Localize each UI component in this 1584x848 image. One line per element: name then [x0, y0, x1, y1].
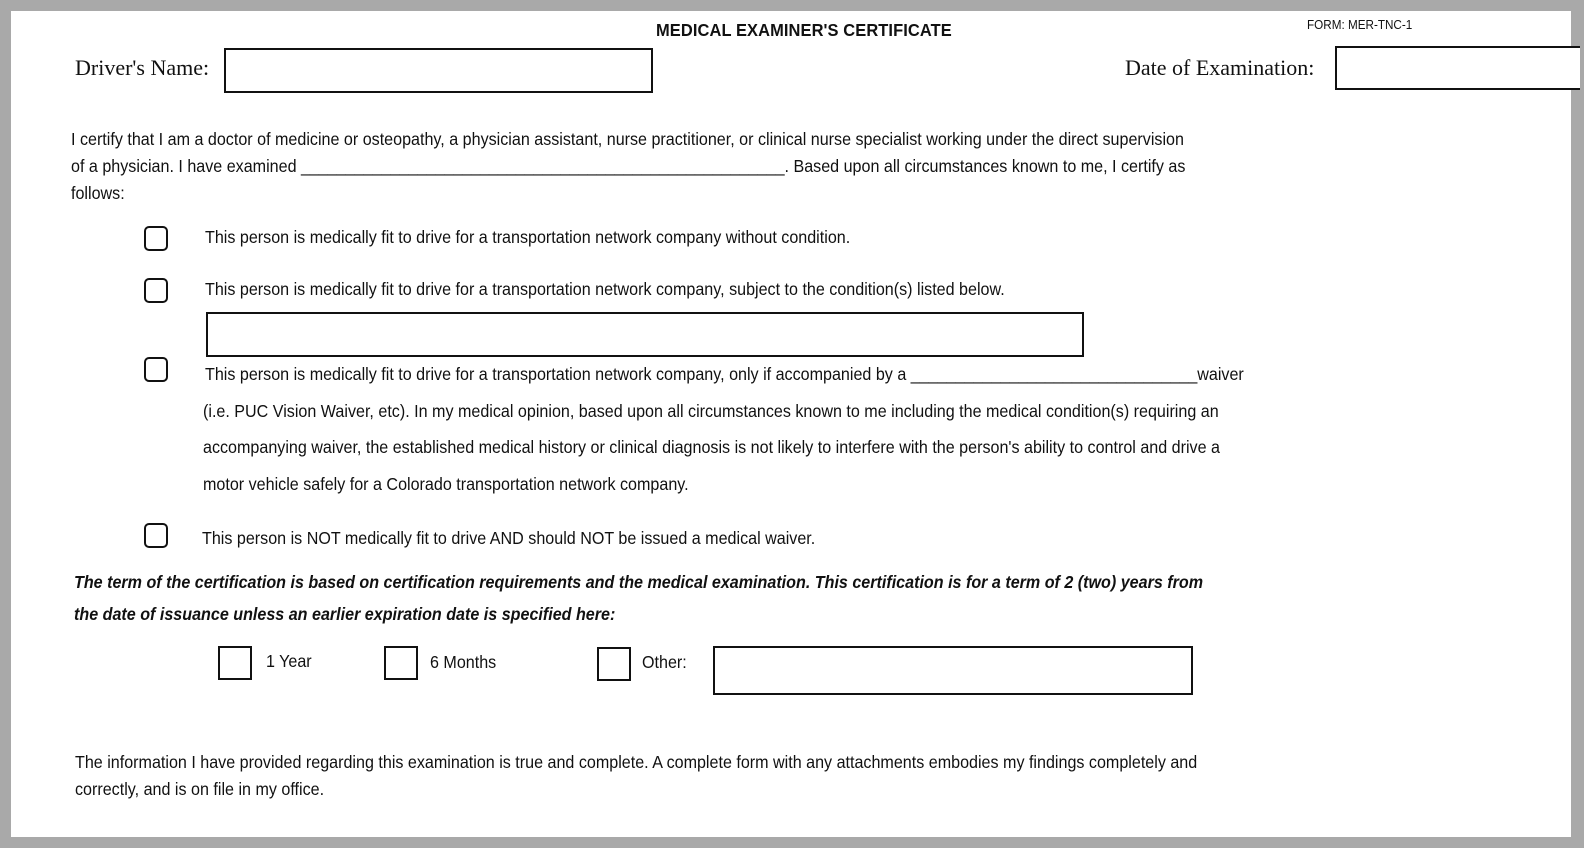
fit-with-conditions-label: This person is medically fit to drive for a transportation network company, subject to the condition(s) listed below. — [205, 279, 1005, 299]
attestation-line-1: The information I have provided regarding this examination is true and complete. A complete form with any attachments embodies my findings completely and — [75, 752, 1198, 772]
fit-with-waiver-line-3: accompanying waiver, the established medical history or clinical diagnosis is not likely to interfere with the person's ability to control and drive a — [203, 437, 1221, 457]
not-fit-label: This person is NOT medically fit to drive AND should NOT be issued a medical waiver. — [202, 528, 816, 548]
attestation-line-2: correctly, and is on file in my office. — [75, 779, 325, 799]
other-term-checkbox[interactable] — [597, 647, 631, 681]
fit-with-waiver-checkbox[interactable] — [144, 357, 168, 382]
form-number: FORM: MER-TNC-1 — [1307, 17, 1413, 32]
other-term-input[interactable] — [713, 646, 1193, 695]
drivers-name-label: Driver's Name: — [75, 55, 210, 80]
fit-without-condition-label: This person is medically fit to drive for a transportation network company without condition. — [205, 227, 851, 247]
term-statement-line-1: The term of the certification is based on certification requirements and the medical examination. This certification is for a term of 2 (two) years from — [74, 572, 1204, 592]
six-months-checkbox[interactable] — [384, 646, 418, 680]
conditions-input[interactable] — [206, 312, 1084, 357]
certification-line-1: I certify that I am a doctor of medicine or osteopathy, a physician assistant, nurse practitioner, or clinical nurse specialist working under the direct supervision — [71, 129, 1184, 149]
term-statement-line-2: the date of issuance unless an earlier expiration date is specified here: — [74, 604, 616, 624]
fit-with-conditions-checkbox[interactable] — [144, 278, 168, 303]
date-of-examination-label: Date of Examination: — [1125, 55, 1315, 80]
six-months-label: 6 Months — [430, 652, 497, 672]
fit-without-condition-checkbox[interactable] — [144, 226, 168, 251]
form-page — [11, 11, 1571, 837]
fit-with-waiver-line-4: motor vehicle safely for a Colorado transportation network company. — [203, 474, 689, 494]
fit-with-waiver-line-2: (i.e. PUC Vision Waiver, etc). In my medical opinion, based upon all circumstances known to me including the medical condition(s) requiring an — [203, 401, 1219, 421]
one-year-checkbox[interactable] — [218, 646, 252, 680]
certification-line-3: follows: — [71, 183, 125, 203]
certification-line-2: of a physician. I have examined ______________________________________________________. Based upon all circumstances known to me, I certify as — [71, 156, 1186, 176]
not-fit-checkbox[interactable] — [144, 523, 168, 548]
drivers-name-input[interactable] — [224, 48, 653, 93]
other-term-label: Other: — [642, 652, 687, 672]
form-title: MEDICAL EXAMINER'S CERTIFICATE — [656, 20, 952, 40]
one-year-label: 1 Year — [266, 651, 312, 671]
fit-with-waiver-label: This person is medically fit to drive for a transportation network company, only if accompanied by a ________________________________waiver — [205, 364, 1244, 384]
date-of-examination-input[interactable] — [1335, 46, 1580, 90]
